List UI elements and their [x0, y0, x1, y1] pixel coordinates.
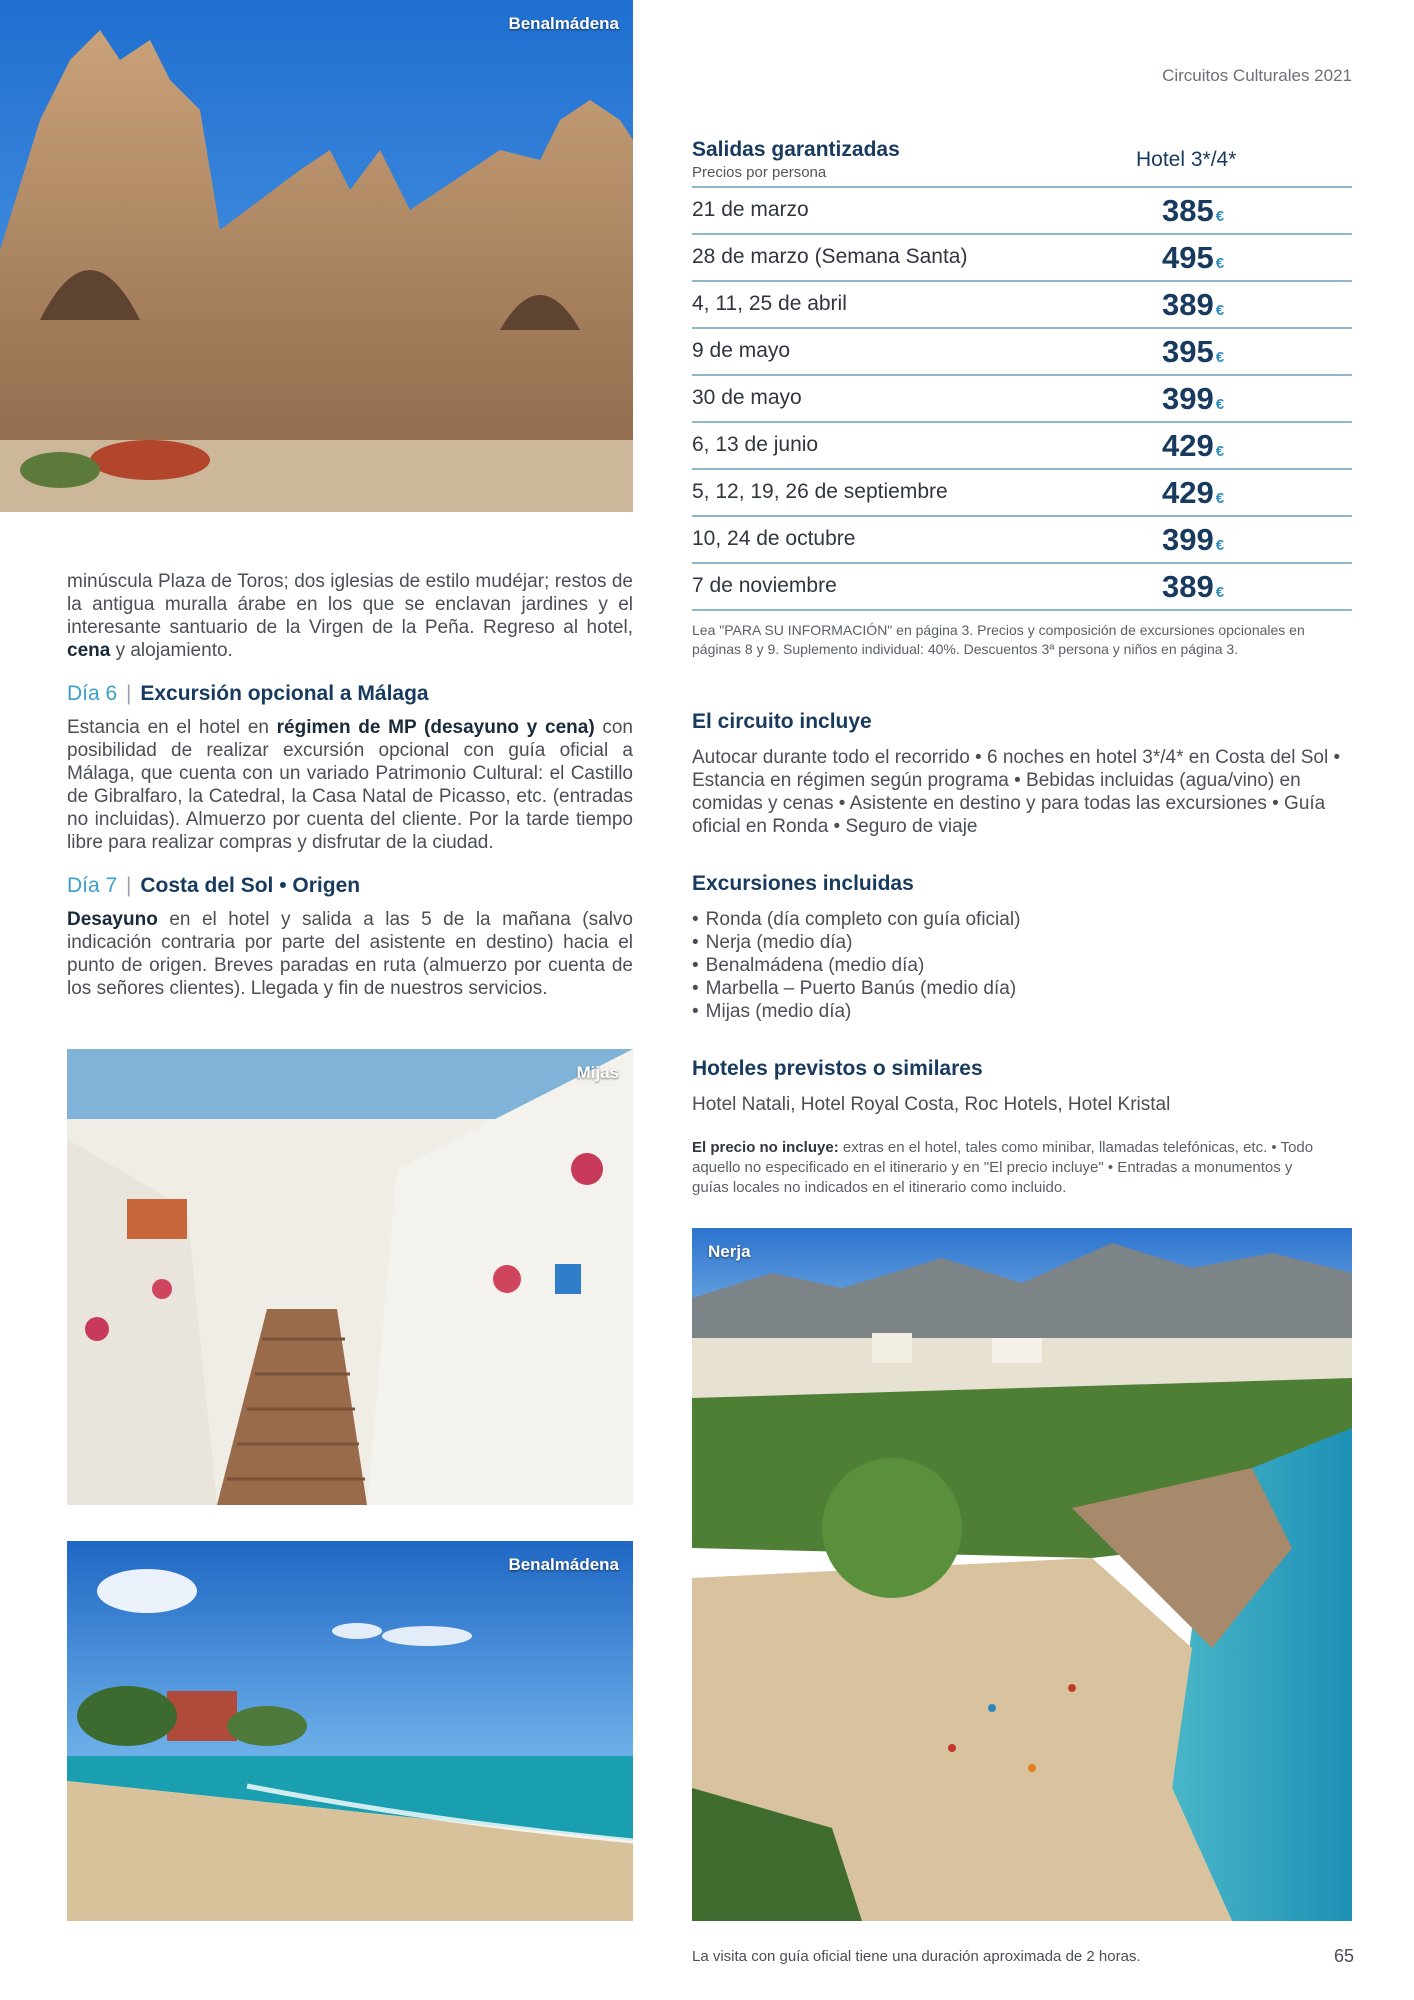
- photo-caption: Nerja: [708, 1242, 751, 1261]
- departure-date: 5, 12, 19, 26 de septiembre: [692, 480, 948, 503]
- table-row: [692, 517, 1352, 564]
- text: extras en el hotel, tales como minibar, llamadas telefónicas, etc. • Todo aquello no especificado en el itinerario y en "El precio incluye" • Entradas a monumentos y guías locales no indicados en el itinerario como incluido.: [692, 1139, 1314, 1196]
- currency-symbol: €: [1215, 396, 1225, 413]
- price-amount: 395: [1162, 334, 1214, 369]
- departure-date: 28 de marzo (Semana Santa): [692, 245, 968, 268]
- price-amount: 399: [1162, 381, 1214, 416]
- table-row: [692, 376, 1352, 423]
- price-table: [692, 136, 1352, 659]
- price-amount: 389: [1162, 287, 1214, 322]
- currency-symbol: €: [1215, 349, 1225, 366]
- list-item: • Mijas (medio día): [692, 1000, 1352, 1023]
- table-row: [692, 235, 1352, 282]
- photo-benalmadena-beach: [67, 1541, 633, 1921]
- price-amount: 429: [1162, 475, 1214, 510]
- day6-text: [67, 716, 633, 854]
- day-title: Costa del Sol • Origen: [140, 874, 361, 897]
- table-row: [692, 470, 1352, 517]
- price-value: [1162, 522, 1224, 558]
- day6-heading: [67, 682, 633, 706]
- page-number: 65: [1333, 1946, 1354, 1966]
- bold-text: cena: [67, 640, 111, 661]
- text: en el hotel y salida a las 5 de la mañana (salvo indicación contraria por parte del asistente en destino) hacia el punto de origen. Breves paradas en ruta (almuerzo por cuenta de los señores clientes). Llegada y fin de nuestros servicios.: [67, 909, 633, 999]
- bold-text: Desayuno: [67, 909, 158, 930]
- departure-date: 4, 11, 25 de abril: [692, 292, 847, 315]
- price-amount: 385: [1162, 193, 1214, 228]
- photo-caption: Benalmádena: [508, 14, 619, 33]
- price-value: [1162, 240, 1224, 276]
- excursion-list: [692, 908, 1352, 1023]
- table-row: [692, 423, 1352, 470]
- price-exclusions: [692, 1138, 1322, 1198]
- table-row: [692, 564, 1352, 611]
- planned-hotels-text: Hotel Natali, Hotel Royal Costa, Roc Hotels, Hotel Kristal: [692, 1094, 1171, 1115]
- photo-mijas: [67, 1049, 633, 1505]
- included-excursions: [692, 872, 1352, 1023]
- footnote: La visita con guía oficial tiene una duración aproximada de 2 horas.: [692, 1948, 1141, 1965]
- table-row: [692, 282, 1352, 329]
- separator: |: [126, 682, 132, 705]
- price-value: [1162, 334, 1224, 370]
- table-row: [692, 188, 1352, 235]
- table-row: [692, 329, 1352, 376]
- beach-image: [67, 1541, 633, 1921]
- day-number: Día 7: [67, 874, 118, 897]
- currency-symbol: €: [1215, 208, 1225, 225]
- currency-symbol: €: [1215, 584, 1225, 601]
- publication-title: Circuitos Culturales 2021: [1162, 66, 1352, 85]
- included-excursions-title: Excursiones incluidas: [692, 872, 914, 895]
- nerja-beach-image: [692, 1228, 1352, 1921]
- photo-caption: Benalmádena: [508, 1555, 619, 1574]
- text: y alojamiento.: [110, 640, 233, 661]
- list-item: • Nerja (medio día): [692, 931, 1352, 954]
- price-value: [1162, 193, 1224, 229]
- mijas-street-image: [67, 1049, 633, 1505]
- planned-hotels-title: Hoteles previstos o similares: [692, 1057, 983, 1080]
- planned-hotels: [692, 1057, 1352, 1116]
- price-value: [1162, 428, 1224, 464]
- price-amount: 495: [1162, 240, 1214, 275]
- hotel-category-header: Hotel 3*/4*: [1136, 148, 1237, 171]
- price-value: [1162, 475, 1224, 511]
- separator: |: [126, 874, 132, 897]
- text: Estancia en el hotel en: [67, 717, 277, 738]
- circuit-includes: [692, 710, 1352, 838]
- day7-heading: [67, 874, 633, 898]
- departure-date: 9 de mayo: [692, 339, 791, 362]
- price-value: [1162, 569, 1224, 605]
- circuit-includes-text: Autocar durante todo el recorrido • 6 noches en hotel 3*/4* en Costa del Sol • Estancia en régimen según programa • Bebidas incluidas (agua/vino) en comidas y cenas • Asistente en destino y para todas las excursiones • Guía oficial en Ronda • Seguro de viaje: [692, 747, 1341, 837]
- currency-symbol: €: [1215, 537, 1225, 554]
- day-title: Excursión opcional a Málaga: [140, 682, 429, 705]
- price-amount: 389: [1162, 569, 1214, 604]
- list-item: • Ronda (día completo con guía oficial): [692, 908, 1352, 931]
- photo-benalmadena-castle: [0, 0, 633, 512]
- departure-date: 30 de mayo: [692, 386, 802, 409]
- price-amount: 429: [1162, 428, 1214, 463]
- currency-symbol: €: [1215, 302, 1225, 319]
- itinerary-text: [67, 570, 633, 1000]
- day5-continuation: [67, 570, 633, 662]
- currency-symbol: €: [1215, 490, 1225, 507]
- bold-text: El precio no incluye:: [692, 1139, 839, 1156]
- price-amount: 399: [1162, 522, 1214, 557]
- bold-text: régimen de MP (desayuno y cena): [276, 717, 595, 738]
- price-table-subtitle: Precios por persona: [692, 164, 827, 181]
- departure-date: 6, 13 de junio: [692, 433, 819, 456]
- day-number: Día 6: [67, 682, 118, 705]
- photo-caption: Mijas: [576, 1063, 619, 1082]
- text: minúscula Plaza de Toros; dos iglesias de estilo mudéjar; restos de la antigua muralla árabe en los que se enclavan jardines y el interesante santuario de la Virgen de la Peña. Regreso al hotel,: [67, 571, 633, 638]
- day7-text: [67, 908, 633, 1000]
- price-value: [1162, 381, 1224, 417]
- price-rows: [692, 188, 1352, 611]
- price-table-title: Salidas garantizadas: [692, 138, 900, 161]
- circuit-includes-title: El circuito incluye: [692, 710, 872, 733]
- currency-symbol: €: [1215, 255, 1225, 272]
- text: con posibilidad de realizar excursión opcional con guía oficial a Málaga, que cuenta con un variado Patrimonio Cultural: el Castillo de Gibralfaro, la Catedral, la Casa Natal de Picasso, etc. (entradas no incluidas). Almuerzo por cuenta del cliente. Por la tarde tiempo libre para realizar compras y disfrutar de la ciudad.: [67, 717, 633, 853]
- photo-nerja: [692, 1228, 1352, 1921]
- price-table-note: Lea "PARA SU INFORMACIÓN" en página 3. Precios y composición de excursiones opcionales en páginas 8 y 9. Suplemento individual: 40%. Descuentos 3ª persona y niños en página 3.: [692, 622, 1305, 657]
- currency-symbol: €: [1215, 443, 1225, 460]
- castle-image: [0, 0, 633, 512]
- price-table-header: [692, 136, 1352, 188]
- price-value: [1162, 287, 1224, 323]
- list-item: • Marbella – Puerto Banús (medio día): [692, 977, 1352, 1000]
- departure-date: 21 de marzo: [692, 198, 809, 221]
- departure-date: 10, 24 de octubre: [692, 527, 856, 550]
- departure-date: 7 de noviembre: [692, 574, 837, 597]
- list-item: • Benalmádena (medio día): [692, 954, 1352, 977]
